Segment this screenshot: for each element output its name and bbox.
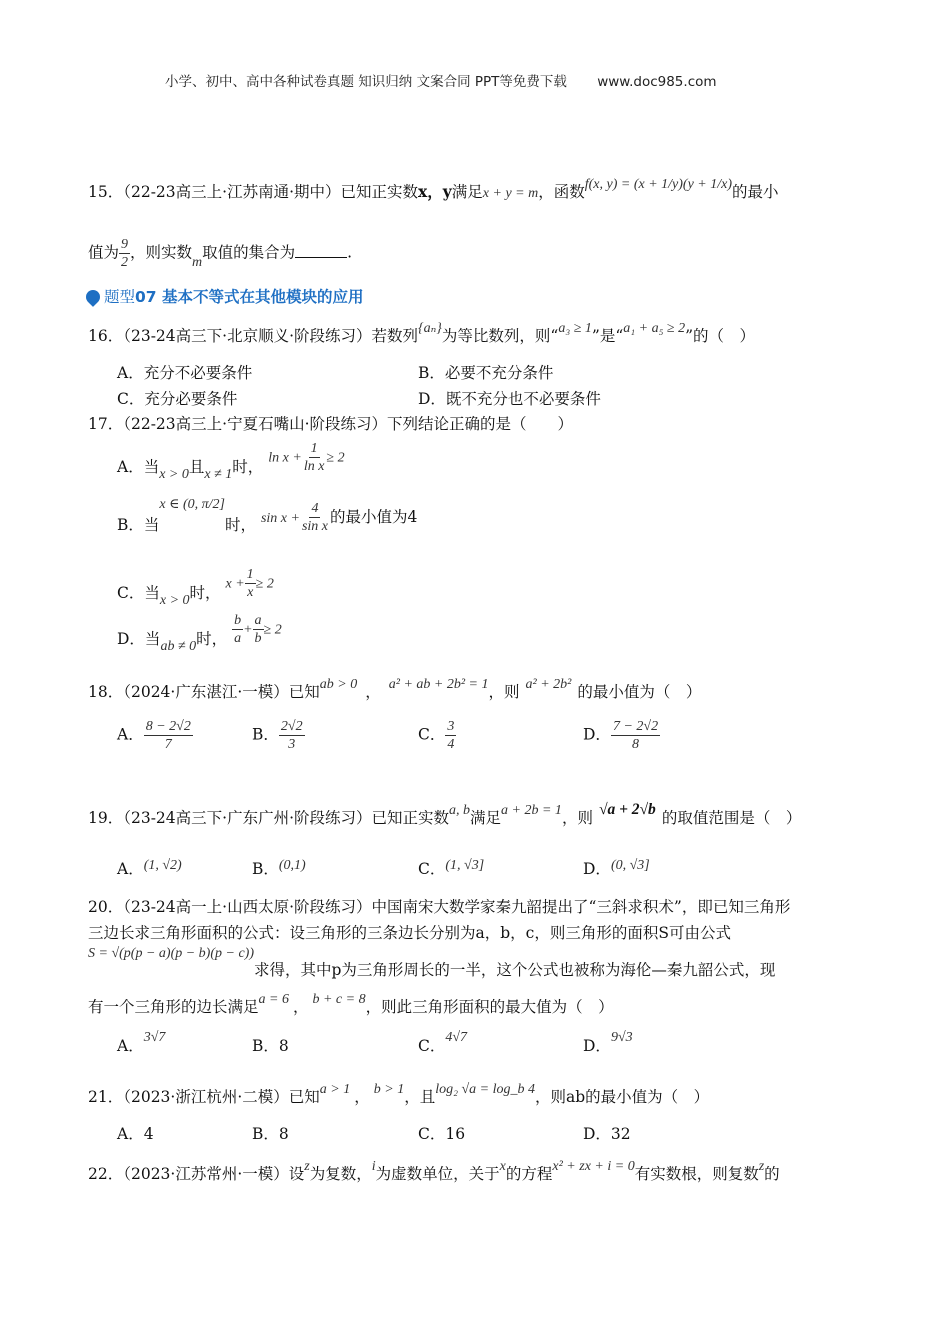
q18-b-frac xyxy=(279,718,305,753)
q20-cond1: a = 6 xyxy=(258,992,289,1007)
question-16 xyxy=(88,321,756,346)
q20-option-a xyxy=(117,1024,166,1055)
q15-m: m xyxy=(192,254,203,270)
q17-c-num: 1 xyxy=(246,567,254,582)
q20-line3: 求得，其中p为三角形周长的一半，这个公式也被称为海伦—秦九韶公式，现 xyxy=(253,961,776,979)
q15-comma: ，函数 xyxy=(538,183,585,201)
question-20-line2: 三边长求三角形面积的公式：设三角形的三条边长分别为a，b，c，则三角形的面积S可由公式 xyxy=(88,924,731,942)
q20-option-c xyxy=(418,1024,468,1055)
q21-option-d: D．32 xyxy=(583,1125,631,1143)
q17-c-cond: x > 0 xyxy=(159,592,190,608)
q18-option-b xyxy=(252,718,305,753)
q19-vars: a, b xyxy=(449,803,471,818)
q20-d-value: 9√3 xyxy=(610,1030,633,1045)
q18-c-den: 4 xyxy=(447,737,455,752)
q18-b-label: B． xyxy=(252,725,279,744)
q17-d-pre: D．当 xyxy=(117,629,161,648)
page-header xyxy=(165,70,717,90)
q18-stem-a: 18．（2024·广东湛江·一模）已知 xyxy=(88,683,320,701)
q17-d-num2: a xyxy=(254,613,262,628)
q18-b-num: 2√2 xyxy=(280,719,303,734)
q18-a-label: A． xyxy=(117,725,144,744)
q21-stem-a: 21．（2023·浙江杭州·二模）已知 xyxy=(88,1088,320,1106)
q22-z2: z xyxy=(758,1159,765,1174)
q17-b-cond: x ∈ (0, π/2] xyxy=(159,496,225,512)
q16-option-a: A．充分不必要条件 xyxy=(117,364,253,382)
q15-stem: 15．（22-23高三上·江苏南通·期中）已知正实数 xyxy=(88,183,419,201)
q17-c-when: 时， xyxy=(189,583,221,602)
q21-option-c: C．16 xyxy=(418,1125,466,1143)
q21-option-b: B．8 xyxy=(252,1125,289,1143)
q17-a-and: 且 xyxy=(188,457,205,476)
q17-d-num1: b xyxy=(234,613,242,628)
q16-stem-d: ”的（ ） xyxy=(685,327,756,345)
q20-cond2: b + c = 8 xyxy=(312,992,366,1007)
q19-a-value: (1, √2) xyxy=(143,858,182,873)
q17-a-tail: ≥ 2 xyxy=(326,450,345,466)
q16-option-c: C．充分必要条件 xyxy=(117,390,238,408)
q17-d-when: 时， xyxy=(196,629,228,648)
q22-i: i xyxy=(371,1159,376,1174)
q20-a-value: 3√7 xyxy=(143,1030,166,1045)
q19-c-label: C． xyxy=(418,860,446,878)
q19-option-d xyxy=(583,852,650,878)
q17-a-num: 1 xyxy=(310,441,318,456)
q15-mid: 满足 xyxy=(451,183,483,201)
q17-d-plus: + xyxy=(243,622,253,638)
q19-b-value: (0,1) xyxy=(278,858,306,873)
q21-cond3: log₂ √a = log_b 4 xyxy=(435,1082,535,1097)
question-20-line4 xyxy=(88,992,614,1017)
q18-c-label: C． xyxy=(418,725,446,744)
q21-stem-b: ，且 xyxy=(404,1088,436,1106)
q20-formula: S = √(p(p − a)(p − b)(p − c)) xyxy=(88,946,254,961)
q19-cond: a + 2b = 1 xyxy=(501,803,562,818)
question-20-line3 xyxy=(88,946,776,979)
q21-option-a: A．4 xyxy=(117,1125,154,1143)
q21-cond1: a > 1 xyxy=(319,1082,351,1097)
q18-d-num: 7 − 2√2 xyxy=(612,719,659,734)
q19-d-value: (0, √3] xyxy=(610,858,650,873)
q15-line2c: 取值的集合为 xyxy=(202,243,296,262)
q20-option-b: B．8 xyxy=(252,1037,289,1055)
q17-option-b xyxy=(117,486,418,534)
q21-stem-c: ，则ab的最小值为（ ） xyxy=(535,1088,710,1106)
q17-c-expr: x + xyxy=(225,576,245,592)
q19-option-c xyxy=(418,852,485,878)
q22-stem-f: 的 xyxy=(764,1165,780,1183)
q17-a-frac xyxy=(302,440,327,475)
q17-a-cond1: x > 0 xyxy=(159,466,189,482)
q22-stem-b: 为复数， xyxy=(309,1165,372,1183)
q19-stem-a: 19．（23-24高三下·广东广州·阶段练习）已知正实数 xyxy=(88,809,450,827)
q21-cond2: b > 1 xyxy=(373,1082,405,1097)
q15-vars: x，y xyxy=(418,182,452,201)
q19-stem-c: ，则 xyxy=(561,809,593,827)
q18-expr: a² + 2b² xyxy=(525,677,572,692)
header-text: 小学、初中、高中各种试卷真题 知识归纳 文案合同 PPT等免费下载 xyxy=(165,74,567,90)
q17-d-den1: a xyxy=(234,631,242,646)
q16-cond2: a₁ + a₅ ≥ 2 xyxy=(623,321,686,336)
q19-option-a xyxy=(117,852,182,878)
q18-d-den: 8 xyxy=(632,737,639,752)
q18-d-label: D． xyxy=(583,725,611,744)
q19-c-value: (1, √3] xyxy=(445,858,485,873)
q15-line2b: ，则实数 xyxy=(130,243,193,262)
q16-stem-a: 16．（23-24高三下·北京顺义·阶段练习）若数列 xyxy=(88,327,419,345)
q18-c-frac xyxy=(445,718,456,753)
q17-c-pre: C．当 xyxy=(117,583,160,602)
q20-line4a: 有一个三角形的边长满足 xyxy=(88,998,259,1016)
q19-d-label: D． xyxy=(583,860,611,878)
q16-cond1: a₃ ≥ 1 xyxy=(558,321,592,336)
q17-d-frac2 xyxy=(253,612,264,647)
q17-b-expr: sin x + xyxy=(260,510,300,526)
q19-expr: √a + 2√b xyxy=(598,801,656,818)
q15-period: . xyxy=(347,243,353,262)
q16-seq: {aₙ} xyxy=(418,321,442,336)
pin-icon xyxy=(83,287,103,307)
q20-c-label: C． xyxy=(418,1037,446,1055)
q19-b-label: B． xyxy=(252,860,279,878)
header-site: www.doc985.com xyxy=(597,74,717,90)
section-heading xyxy=(86,285,363,307)
q18-c-num: 3 xyxy=(447,719,455,734)
q19-option-b xyxy=(252,852,306,878)
q15-answer-blank xyxy=(295,242,347,258)
q17-b-den: sin x xyxy=(301,519,328,534)
q17-d-frac1 xyxy=(232,612,243,647)
q17-b-num: 4 xyxy=(311,501,319,516)
q17-d-den2: b xyxy=(254,631,262,646)
question-15 xyxy=(88,177,779,202)
q17-b-pre: B．当 xyxy=(117,515,160,534)
question-21 xyxy=(88,1082,710,1107)
q18-option-d xyxy=(583,718,660,753)
q17-option-d xyxy=(117,612,282,654)
q17-a-den: ln x xyxy=(303,459,325,474)
q15-end: 的最小 xyxy=(732,183,779,201)
q22-stem-e: 有实数根，则复数 xyxy=(634,1165,759,1183)
q22-z: z xyxy=(304,1159,310,1174)
q18-b-den: 3 xyxy=(288,737,296,752)
q17-option-c xyxy=(117,566,274,608)
q15-line2a: 值为 xyxy=(88,243,120,262)
q18-stem-c: 的最小值为（ ） xyxy=(577,683,702,701)
q17-a-pre: A．当 xyxy=(117,457,160,476)
q22-stem-a: 22．（2023·江苏常州·一模）设 xyxy=(88,1165,305,1183)
q15-function: f(x, y) = (x + 1/y)(y + 1/x) xyxy=(584,177,733,192)
q16-stem-b: 为等比数列，则“ xyxy=(441,327,559,345)
q17-d-tail: ≥ 2 xyxy=(263,622,282,638)
q19-stem-d: 的取值范围是（ ） xyxy=(661,809,802,827)
question-17: 17．（22-23高三上·宁夏石嘴山·阶段练习）下列结论正确的是（ ） xyxy=(88,415,574,433)
q19-a-label: A． xyxy=(117,860,144,878)
question-20-line1: 20．（23-24高一上·山西太原·阶段练习）中国南宋大数学家秦九韶提出了“三斜求积术”，即已知三角形 xyxy=(88,898,791,916)
section-title: 07 基本不等式在其他模块的应用 xyxy=(135,288,364,306)
q18-a-den: 7 xyxy=(164,737,172,752)
q22-stem-c: 为虚数单位，关于 xyxy=(375,1165,500,1183)
q17-b-tail: 的最小值为4 xyxy=(330,507,418,526)
question-18 xyxy=(88,677,702,702)
q17-a-cond2: x ≠ 1 xyxy=(204,466,233,482)
q16-option-b: B．必要不充分条件 xyxy=(418,364,554,382)
question-15-line2 xyxy=(88,236,352,271)
q15-condition: x + y = m xyxy=(482,186,539,201)
q17-a-expr: ln x + xyxy=(268,450,302,466)
q20-c-value: 4√7 xyxy=(445,1030,468,1045)
q20-d-label: D． xyxy=(583,1037,611,1055)
q17-option-a xyxy=(117,440,345,482)
q15-val-num: 9 xyxy=(121,237,129,252)
q18-option-a xyxy=(117,718,193,753)
question-19 xyxy=(88,801,802,828)
q20-option-d xyxy=(583,1024,633,1055)
question-22 xyxy=(88,1159,780,1184)
q16-stem-c: ”是“ xyxy=(591,327,624,345)
q21-comma: ， xyxy=(354,1088,370,1106)
q17-b-when: 时， xyxy=(224,515,256,534)
q16-option-d: D．既不充分也不必要条件 xyxy=(418,390,601,408)
q18-cond2: a² + ab + 2b² = 1 xyxy=(388,677,489,692)
q20-line4b: ，则此三角形面积的最大值为（ ） xyxy=(365,998,614,1016)
q22-x: x xyxy=(499,1159,506,1174)
q18-stem-b: ，则 xyxy=(488,683,520,701)
q18-a-frac xyxy=(144,718,193,753)
q18-a-num: 8 − 2√2 xyxy=(145,719,191,734)
q20-a-label: A． xyxy=(117,1037,144,1055)
section-label: 题型 xyxy=(104,288,136,306)
q17-b-frac xyxy=(300,500,330,535)
q17-c-tail: ≥ 2 xyxy=(255,576,274,592)
q17-a-when: 时， xyxy=(232,457,264,476)
q15-value-frac xyxy=(119,236,130,271)
q19-stem-b: 满足 xyxy=(470,809,502,827)
q17-c-den: x xyxy=(247,585,254,600)
q18-comma: ， xyxy=(365,683,381,701)
q17-d-cond: ab ≠ 0 xyxy=(160,638,197,654)
q15-val-den: 2 xyxy=(121,255,129,270)
q18-d-frac xyxy=(611,718,660,753)
q18-cond1: ab > 0 xyxy=(319,677,358,692)
q17-c-frac xyxy=(245,566,256,601)
q20-comma: ， xyxy=(292,998,309,1016)
q22-equation: x² + zx + i = 0 xyxy=(552,1159,635,1174)
q22-stem-d: 的方程 xyxy=(505,1165,553,1183)
q18-option-c xyxy=(418,718,456,753)
